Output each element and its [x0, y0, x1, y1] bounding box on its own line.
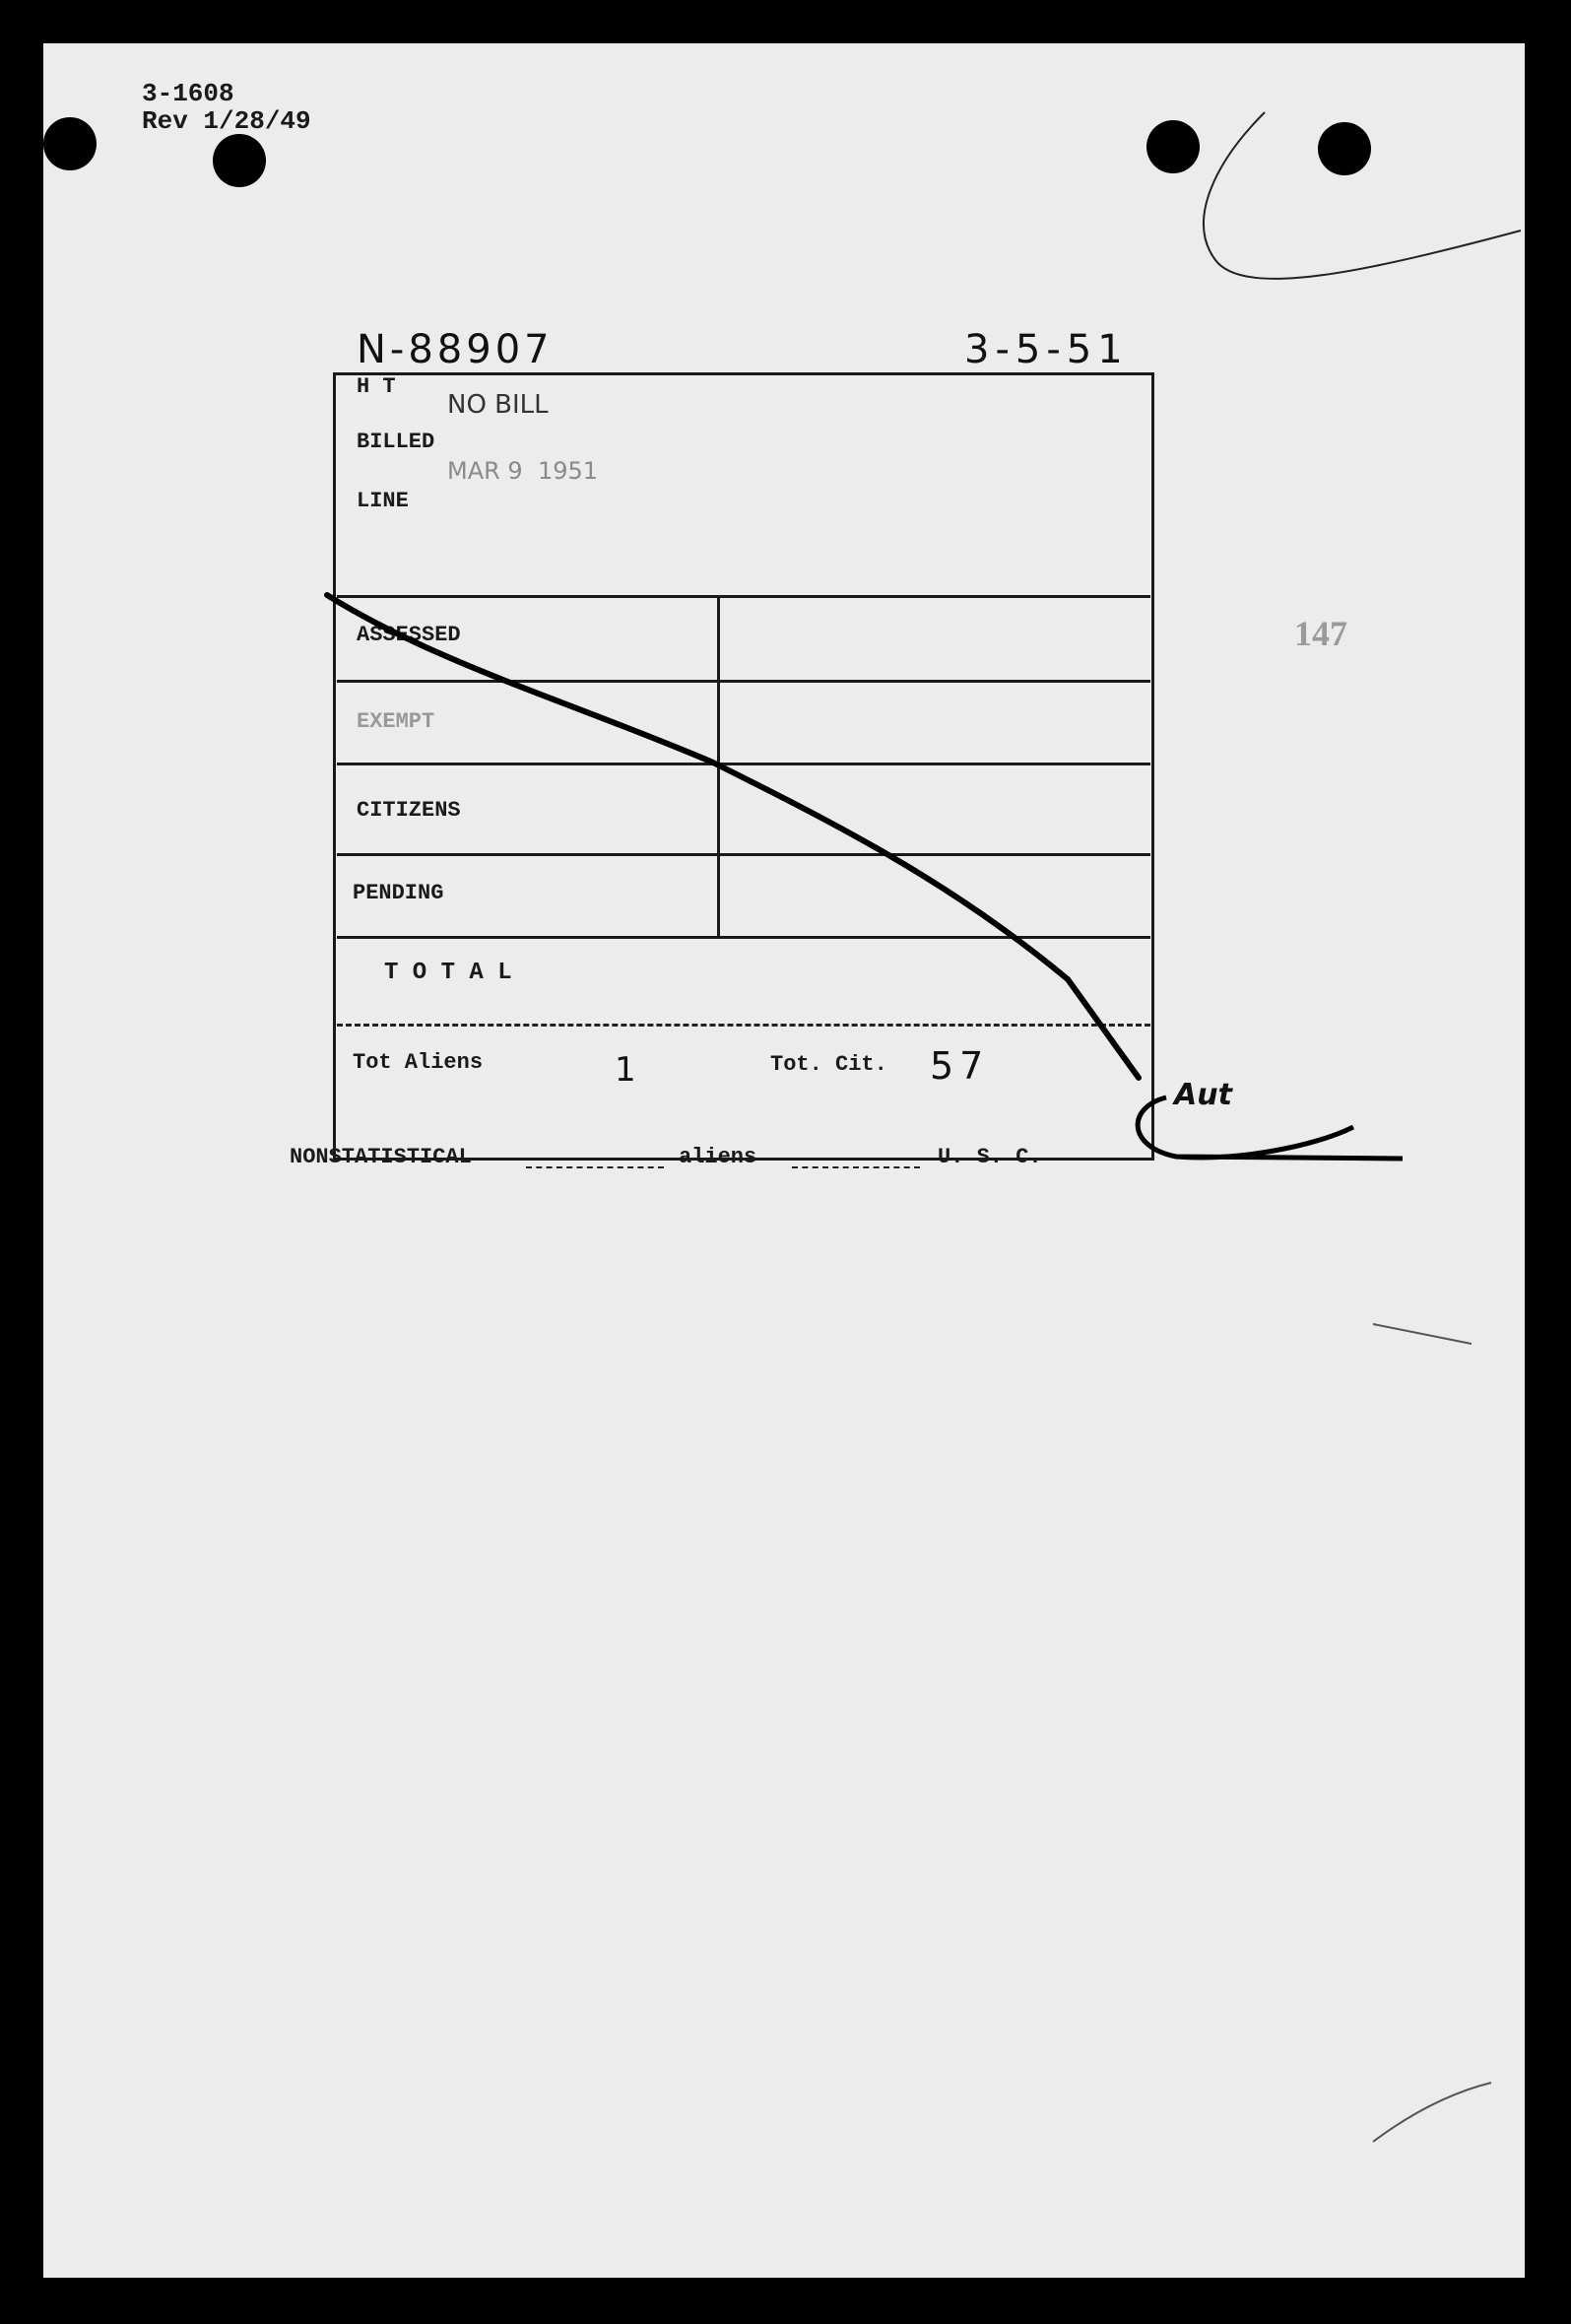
row-label-citizens: CITIZENS: [357, 798, 461, 823]
punch-hole-left-2: [213, 134, 266, 187]
total-label: T O T A L: [384, 960, 512, 986]
nonstatistical-blank: [526, 1166, 664, 1168]
aliens-label: aliens: [679, 1145, 757, 1169]
row-label-pending: PENDING: [353, 881, 444, 905]
pen-stroke-mark: [1176, 102, 1525, 339]
initials-signature-mark: [1107, 1068, 1403, 1176]
tot-cit-value: 57: [930, 1044, 990, 1088]
tot-cit-label: Tot. Cit.: [770, 1052, 887, 1077]
punch-hole-left: [43, 117, 97, 170]
line-label: LINE: [357, 489, 409, 513]
form-number: 3-1608: [142, 79, 234, 108]
ht-label: H T: [357, 374, 396, 399]
row-label-assessed: ASSESSED: [357, 623, 461, 647]
nonstatistical-label: NONSTATISTICAL: [290, 1145, 472, 1169]
tot-aliens-value: 1: [615, 1050, 636, 1090]
billed-label: BILLED: [357, 430, 435, 454]
page-number: 147: [1294, 614, 1347, 653]
form-revision: Rev 1/28/49: [142, 106, 311, 136]
aliens-blank: [792, 1166, 920, 1168]
handwritten-date: 3-5-51: [964, 327, 1129, 372]
stray-mark-right: [1363, 1314, 1481, 1354]
stray-mark-lower-right: [1363, 2073, 1501, 2152]
tot-aliens-label: Tot Aliens: [353, 1050, 484, 1075]
document-page: [43, 43, 1525, 2278]
no-bill-stamp: NO BILL: [447, 390, 549, 420]
billed-date-stamp: MAR 9 1951: [447, 457, 599, 485]
file-number: N-88907: [357, 327, 554, 372]
initials: Aut: [1174, 1078, 1232, 1112]
cancellation-stroke: [319, 585, 1206, 1088]
usc-label: U. S. C.: [938, 1145, 1042, 1169]
row-label-exempt: EXEMPT: [357, 709, 435, 734]
